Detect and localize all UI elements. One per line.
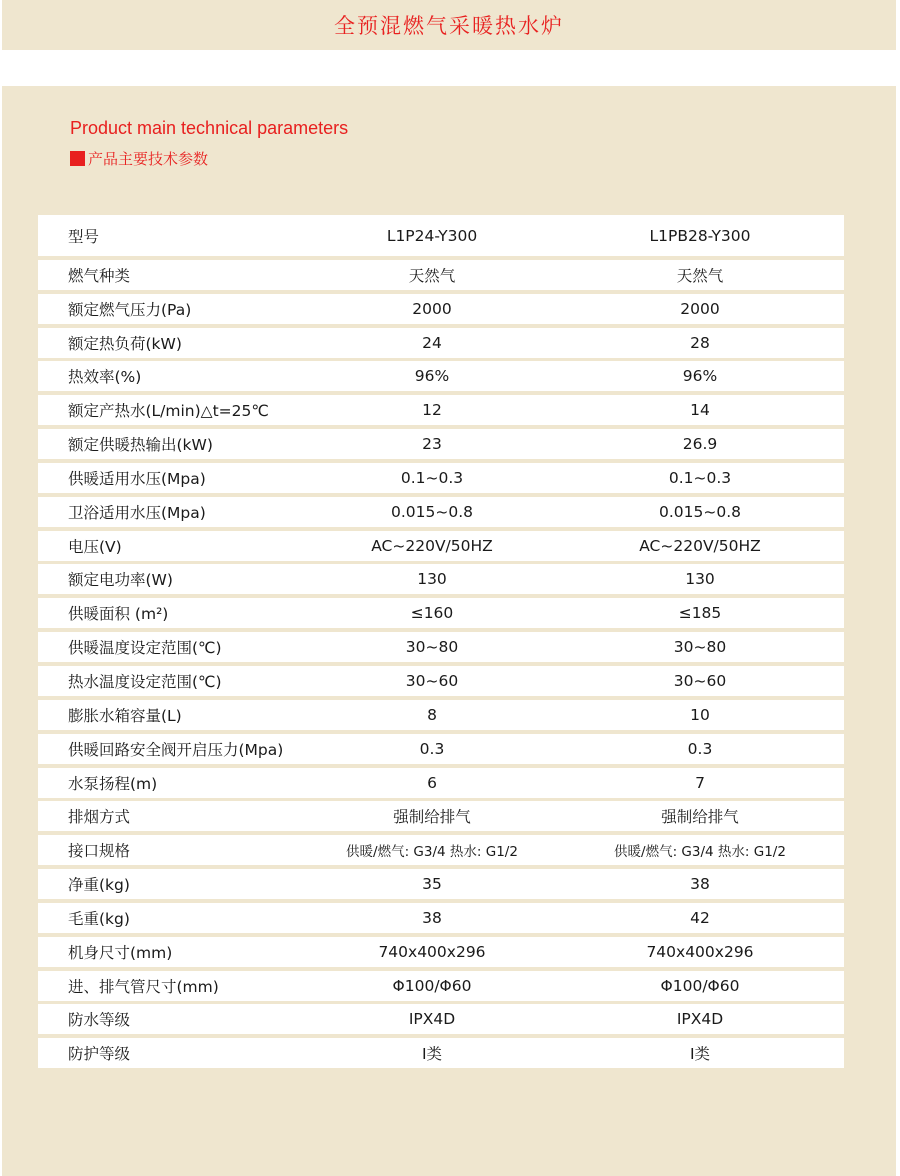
spec-panel <box>2 86 896 1176</box>
table-row <box>38 463 844 493</box>
model-1-value: L1P24-Y300 <box>386 226 478 245</box>
table-row <box>38 598 844 628</box>
table-row <box>38 869 844 899</box>
row-label: 供暖面积 (m²) <box>68 605 169 624</box>
model-2-value: 供暖/燃气: G3/4 热水: G1/2 <box>614 844 786 861</box>
model-2-value: 0.3 <box>687 739 713 758</box>
row-label: 额定供暖热输出(kW) <box>68 436 213 455</box>
model-1-value: AC~220V/50HZ <box>371 536 493 555</box>
model-1-value: 天然气 <box>408 266 456 285</box>
model-2-value: 740x400x296 <box>646 942 754 961</box>
section-title-en: Product main technical parameters <box>70 118 349 138</box>
row-label: 燃气种类 <box>68 266 131 285</box>
table-row <box>38 734 844 764</box>
row-label: 防水等级 <box>68 1011 131 1030</box>
row-label: 供暖适用水压(Mpa) <box>68 469 206 488</box>
model-2-value: 38 <box>690 875 710 894</box>
row-label: 接口规格 <box>68 842 131 861</box>
model-1-value: IPX4D <box>408 1010 456 1029</box>
model-1-value: 130 <box>417 570 447 589</box>
table-row <box>38 666 844 696</box>
model-2-value: 28 <box>690 333 710 352</box>
model-2-value: 强制给排气 <box>661 808 739 827</box>
model-1-value: 0.015~0.8 <box>390 502 473 521</box>
model-1-value: 38 <box>422 908 442 927</box>
model-2-value: Φ100/Φ60 <box>660 976 740 995</box>
row-label: 进、排气管尺寸(mm) <box>68 977 219 996</box>
model-1-value: ≤160 <box>410 604 454 623</box>
model-1-value: 740x400x296 <box>378 942 486 961</box>
model-2-value: 26.9 <box>682 435 718 454</box>
model-2-value: 14 <box>690 401 710 420</box>
page-title: 全预混燃气采暖热水炉 <box>334 14 564 38</box>
row-label: 机身尺寸(mm) <box>68 943 173 962</box>
row-label: 毛重(kg) <box>68 909 130 928</box>
row-label: 净重(kg) <box>68 876 130 895</box>
model-2-value: 130 <box>685 570 715 589</box>
model-2-value: AC~220V/50HZ <box>639 536 761 555</box>
row-label: 供暖温度设定范围(℃) <box>68 639 222 658</box>
model-1-value: 24 <box>422 333 442 352</box>
table-row <box>38 395 844 425</box>
model-2-value: IPX4D <box>676 1010 724 1029</box>
model-2-value: 天然气 <box>676 266 724 285</box>
table-row <box>38 700 844 730</box>
model-2-value: 7 <box>695 773 705 792</box>
row-label: 额定产热水(L/min)△t=25℃ <box>68 402 269 421</box>
model-2-value: 96% <box>682 367 718 386</box>
row-label: 型号 <box>68 227 100 246</box>
row-label: 热水温度设定范围(℃) <box>68 672 222 691</box>
table-row <box>38 215 844 256</box>
model-1-value: 强制给排气 <box>393 808 471 827</box>
section-title-cn <box>70 148 208 169</box>
model-1-value: 23 <box>422 435 442 454</box>
table-row <box>38 632 844 662</box>
model-2-value: 10 <box>690 705 710 724</box>
row-label: 供暖回路安全阀开启压力(Mpa) <box>68 740 284 759</box>
header-bar <box>2 0 896 50</box>
table-row <box>38 1004 844 1034</box>
red-square-icon <box>70 151 85 166</box>
model-1-value: I类 <box>421 1045 443 1064</box>
row-label: 电压(V) <box>68 537 122 556</box>
model-2-value: 2000 <box>680 299 720 318</box>
model-2-value: 30~80 <box>673 638 727 657</box>
section-title-cn-text: 产品主要技术参数 <box>88 150 209 168</box>
model-2-value: L1PB28-Y300 <box>649 226 751 245</box>
row-label: 额定热负荷(kW) <box>68 334 182 353</box>
row-label: 水泵扬程(m) <box>68 774 158 793</box>
spec-table <box>38 215 844 1072</box>
model-2-value: I类 <box>689 1045 711 1064</box>
model-1-value: 8 <box>427 705 437 724</box>
model-1-value: 2000 <box>412 299 452 318</box>
table-row <box>38 294 844 324</box>
row-label: 排烟方式 <box>68 808 131 827</box>
table-row <box>38 801 844 831</box>
table-row <box>38 497 844 527</box>
row-label: 额定燃气压力(Pa) <box>68 300 192 319</box>
table-row <box>38 768 844 798</box>
model-2-value: 0.1~0.3 <box>668 468 732 487</box>
model-1-value: 供暖/燃气: G3/4 热水: G1/2 <box>346 844 518 861</box>
model-1-value: 30~60 <box>405 671 459 690</box>
table-row <box>38 903 844 933</box>
row-label: 防护等级 <box>68 1045 131 1064</box>
model-1-value: 96% <box>414 367 450 386</box>
row-label: 卫浴适用水压(Mpa) <box>68 503 206 522</box>
table-row <box>38 260 844 290</box>
table-row <box>38 835 844 865</box>
table-row <box>38 429 844 459</box>
table-row <box>38 328 844 358</box>
table-row <box>38 937 844 967</box>
model-2-value: 30~60 <box>673 671 727 690</box>
model-1-value: 6 <box>427 773 437 792</box>
row-label: 膨胀水箱容量(L) <box>68 706 182 725</box>
model-1-value: 30~80 <box>405 638 459 657</box>
model-2-value: 0.015~0.8 <box>658 502 741 521</box>
table-row <box>38 531 844 561</box>
table-row <box>38 1038 844 1068</box>
model-1-value: 0.1~0.3 <box>400 468 464 487</box>
table-row <box>38 361 844 391</box>
model-2-value: 42 <box>690 908 710 927</box>
model-1-value: 35 <box>422 875 442 894</box>
model-1-value: 12 <box>422 401 442 420</box>
table-row <box>38 971 844 1001</box>
model-1-value: 0.3 <box>419 739 445 758</box>
model-1-value: Φ100/Φ60 <box>392 976 472 995</box>
model-2-value: ≤185 <box>678 604 722 623</box>
row-label: 热效率(%) <box>68 368 142 387</box>
table-row <box>38 564 844 594</box>
row-label: 额定电功率(W) <box>68 571 173 590</box>
